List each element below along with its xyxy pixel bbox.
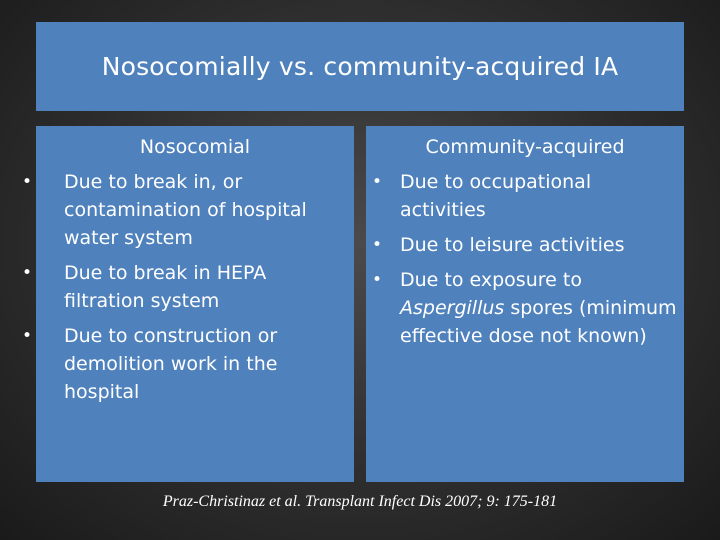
list-item-text: Due to leisure activities xyxy=(400,234,625,256)
list-item xyxy=(366,168,684,224)
citation: Praz-Christinaz et al. Transplant Infect Dis 2007; 9: 175-181 xyxy=(162,493,558,510)
nosocomial-heading: Nosocomial xyxy=(139,136,251,158)
nosocomial-list xyxy=(22,168,354,406)
list-item xyxy=(22,322,354,406)
list-item xyxy=(366,266,684,350)
bullet-icon: • xyxy=(22,263,33,283)
organism-name: Aspergillus xyxy=(400,297,505,319)
bullet-icon: • xyxy=(372,172,383,192)
list-item-text-suffix: spores (minimum effective dose not known) xyxy=(400,297,677,347)
list-item-text-prefix: Due to exposure to xyxy=(400,269,582,291)
list-item xyxy=(22,168,354,252)
list-item-text: Due to occupational activities xyxy=(400,171,592,221)
title-box xyxy=(36,22,684,111)
community-panel xyxy=(366,126,684,482)
list-item-text: Due to break in, or contamination of hospital water system xyxy=(64,171,307,249)
list-item-text: Due to break in HEPA filtration system xyxy=(64,262,267,312)
list-item-text: Due to construction or demolition work in the hospital xyxy=(64,325,278,403)
bullet-icon: • xyxy=(372,235,383,255)
community-list xyxy=(366,168,684,350)
list-item xyxy=(22,259,354,315)
bullet-icon: • xyxy=(22,326,33,346)
nosocomial-panel xyxy=(22,126,354,482)
bullet-icon: • xyxy=(372,270,383,290)
slide-title: Nosocomially vs. community-acquired IA xyxy=(101,52,619,81)
community-heading: Community-acquired xyxy=(425,136,625,158)
list-item xyxy=(366,231,684,259)
bullet-icon: • xyxy=(22,172,33,192)
